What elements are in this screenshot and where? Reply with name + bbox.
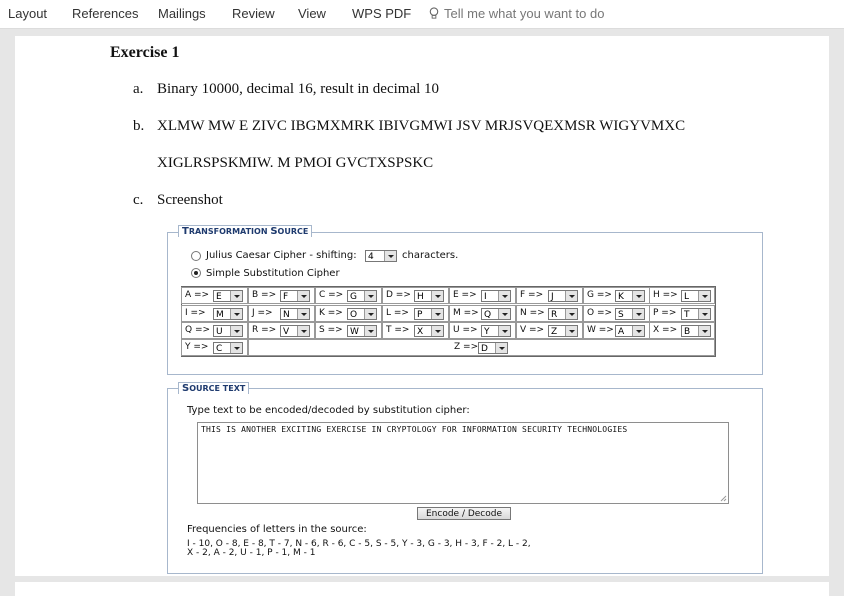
mapping-value: B [684,327,691,337]
encode-decode-button[interactable]: Encode / Decode [417,507,511,520]
mapping-label: X => [653,325,678,335]
frequency-label: Frequencies of letters in the source: [187,524,367,535]
mapping-cell-l [382,305,449,322]
mapping-cell-d [382,287,449,304]
mapping-cell-g [583,287,650,304]
chevron-down-icon [698,326,710,336]
tab-review[interactable]: Review [232,6,275,21]
chevron-down-icon [565,309,577,319]
chevron-down-icon [297,326,309,336]
tab-mailings[interactable]: Mailings [158,6,206,21]
mapping-value: L [684,292,690,302]
mapping-value: O [350,310,358,320]
chevron-down-icon [498,326,510,336]
list-item-b-line2: XIGLRSPSKMIW. M PMOI GVCTXSPSKC [157,155,434,171]
mapping-label: P => [653,308,677,318]
mapping-label: V => [520,325,545,335]
chevron-down-icon [565,326,577,336]
chevron-down-icon [632,309,644,319]
chevron-down-icon [384,251,396,261]
mapping-label: Y => [185,342,209,352]
mapping-select-b[interactable] [280,290,310,302]
mapping-value: T [684,310,690,320]
mapping-label: T => [386,325,410,335]
mapping-value: N [283,310,290,320]
mapping-select-n[interactable] [548,308,578,320]
mapping-value: Z [551,327,558,337]
mapping-value: K [618,292,624,302]
mapping-value: G [350,292,357,302]
substitution-radio[interactable] [191,268,201,278]
mapping-cell-s [315,322,382,339]
mapping-label: O => [587,308,613,318]
mapping-select-h[interactable] [681,290,711,302]
mapping-cell-e [449,287,516,304]
chevron-down-icon [230,309,242,319]
mapping-label: E => [453,290,477,300]
mapping-value: X [417,327,424,337]
chevron-down-icon [364,291,376,301]
source-text-legend: SOURCE TEXT [178,382,249,394]
mapping-cell-y [181,339,248,356]
transformation-source-legend: TRANSFORMATION SOURCE [178,225,312,237]
mapping-select-z[interactable] [478,342,508,354]
mapping-select-k[interactable] [347,308,377,320]
source-text-content: THIS IS ANOTHER EXCITING EXERCISE IN CRYPTOLOGY FOR INFORMATION SECURITY TECHNOLOGIES [201,425,628,434]
chevron-down-icon [495,343,507,353]
mapping-cell-r [248,322,315,339]
mapping-label: B => [252,290,277,300]
mapping-cell-a [181,287,248,304]
chevron-down-icon [498,291,510,301]
chevron-down-icon [230,291,242,301]
mapping-cell-f [516,287,583,304]
mapping-cell-k [315,305,382,322]
tab-wps-pdf[interactable]: WPS PDF [352,6,412,21]
list-item-a-text: Binary 10000, decimal 16, result in decimal 10 [157,81,440,97]
mapping-select-w[interactable] [615,325,645,337]
mapping-select-a[interactable] [213,290,243,302]
chevron-down-icon [431,326,443,336]
mapping-cell-t [382,322,449,339]
mapping-cell-w [583,322,650,339]
mapping-label: J => [252,308,273,318]
mapping-label: U => [453,325,478,335]
mapping-label: D => [386,290,411,300]
mapping-select-q[interactable] [213,325,243,337]
mapping-select-y[interactable] [213,342,243,354]
workspace-bottom [0,576,844,582]
mapping-label: I => [185,308,206,318]
mapping-value: M [216,310,224,320]
mapping-select-s[interactable] [347,325,377,337]
list-item-b-line1: XLMW MW E ZIVC IBGMXMRK IBIVGMWI JSV MRJSVQEXMSR WIGYVMXC [157,118,686,134]
mapping-cell-b [248,287,315,304]
mapping-select-f[interactable] [548,290,578,302]
list-marker-b: b. [133,118,145,134]
chevron-down-icon [364,326,376,336]
mapping-cell-o [583,305,650,322]
mapping-label: M => [453,308,479,318]
mapping-label: C => [319,290,344,300]
mapping-label: H => [653,290,678,300]
mapping-select-e[interactable] [481,290,511,302]
chevron-down-icon [297,309,309,319]
mapping-value: E [216,292,222,302]
mapping-cell-q [181,322,248,339]
list-marker-c: c. [133,192,144,208]
mapping-value: W [350,327,359,337]
mapping-select-c[interactable] [347,290,377,302]
mapping-label: Q => [185,325,211,335]
mapping-cell-j [248,305,315,322]
mapping-select-j[interactable] [280,308,310,320]
list-marker-a: a. [133,81,144,97]
frequency-line-1: I - 10, O - 8, E - 8, T - 7, N - 6, R - 6, C - 5, S - 5, Y - 3, G - 3, H - 3, F - 2, L - 2, [187,539,531,549]
mapping-select-i[interactable] [213,308,243,320]
chevron-down-icon [632,291,644,301]
exercise-title: Exercise 1 [110,44,180,61]
mapping-select-p[interactable] [681,308,711,320]
mapping-value: Q [484,310,492,320]
chevron-down-icon [230,326,242,336]
mapping-value: A [618,327,625,337]
tab-references[interactable]: References [72,6,139,21]
chevron-down-icon [431,309,443,319]
lightbulb-icon [428,7,440,20]
mapping-label: W => [587,325,614,335]
mapping-select-t[interactable] [414,325,444,337]
chevron-down-icon [297,291,309,301]
source-prompt: Type text to be encoded/decoded by substitution cipher: [187,405,470,416]
mapping-value: Y [484,327,490,337]
mapping-label: G => [587,290,612,300]
chevron-down-icon [498,309,510,319]
frequency-line-2: X - 2, A - 2, U - 1, P - 1, M - 1 [187,548,316,558]
chevron-down-icon [364,309,376,319]
caesar-radio[interactable] [191,251,201,261]
list-item-c-text: Screenshot [157,192,223,208]
mapping-cell-n [516,305,583,322]
mapping-label: Z => [454,342,479,352]
chevron-down-icon [632,326,644,336]
mapping-value: P [417,310,423,320]
mapping-value: C [216,344,223,354]
mapping-cell-v [516,322,583,339]
mapping-cell-z [248,339,715,356]
mapping-label: F => [520,290,544,300]
mapping-select-g[interactable] [615,290,645,302]
mapping-label: K => [319,308,343,318]
chevron-down-icon [431,291,443,301]
mapping-label: S => [319,325,343,335]
tell-me-text: Tell me what you want to do [444,6,605,21]
tab-layout[interactable]: Layout [8,6,48,21]
mapping-value: V [283,327,290,337]
mapping-value: R [551,310,558,320]
mapping-select-o[interactable] [615,308,645,320]
ribbon-bar [0,0,844,29]
tab-view[interactable]: View [298,6,326,21]
mapping-cell-h [649,287,715,304]
mapping-value: H [417,292,424,302]
mapping-value: F [283,292,289,302]
tell-me-search[interactable] [428,6,604,21]
mapping-select-v[interactable] [548,325,578,337]
resize-grip-icon[interactable] [719,494,727,502]
mapping-value: S [618,310,624,320]
mapping-select-d[interactable] [414,290,444,302]
caesar-shift-select[interactable]: 4 [365,250,397,262]
mapping-select-m[interactable] [481,308,511,320]
caesar-label: Julius Caesar Cipher - shifting: [206,250,357,261]
mapping-label: A => [185,290,210,300]
chevron-down-icon [230,343,242,353]
caesar-suffix: characters. [402,250,459,261]
mapping-cell-c [315,287,382,304]
chevron-down-icon [698,291,710,301]
mapping-value: I [484,292,487,302]
mapping-label: N => [520,308,545,318]
mapping-select-u[interactable] [481,325,511,337]
chevron-down-icon [698,309,710,319]
mapping-label: L => [386,308,409,318]
mapping-cell-i [181,305,248,322]
mapping-label: R => [252,325,277,335]
mapping-cell-m [449,305,516,322]
source-textarea[interactable] [197,422,729,504]
mapping-cell-x [649,322,715,339]
mapping-value: J [551,292,554,302]
mapping-cell-p [649,305,715,322]
mapping-select-r[interactable] [280,325,310,337]
mapping-select-x[interactable] [681,325,711,337]
chevron-down-icon [565,291,577,301]
substitution-label: Simple Substitution Cipher [206,268,340,279]
mapping-value: D [481,344,488,354]
mapping-value: U [216,327,223,337]
mapping-cell-u [449,322,516,339]
mapping-select-l[interactable] [414,308,444,320]
